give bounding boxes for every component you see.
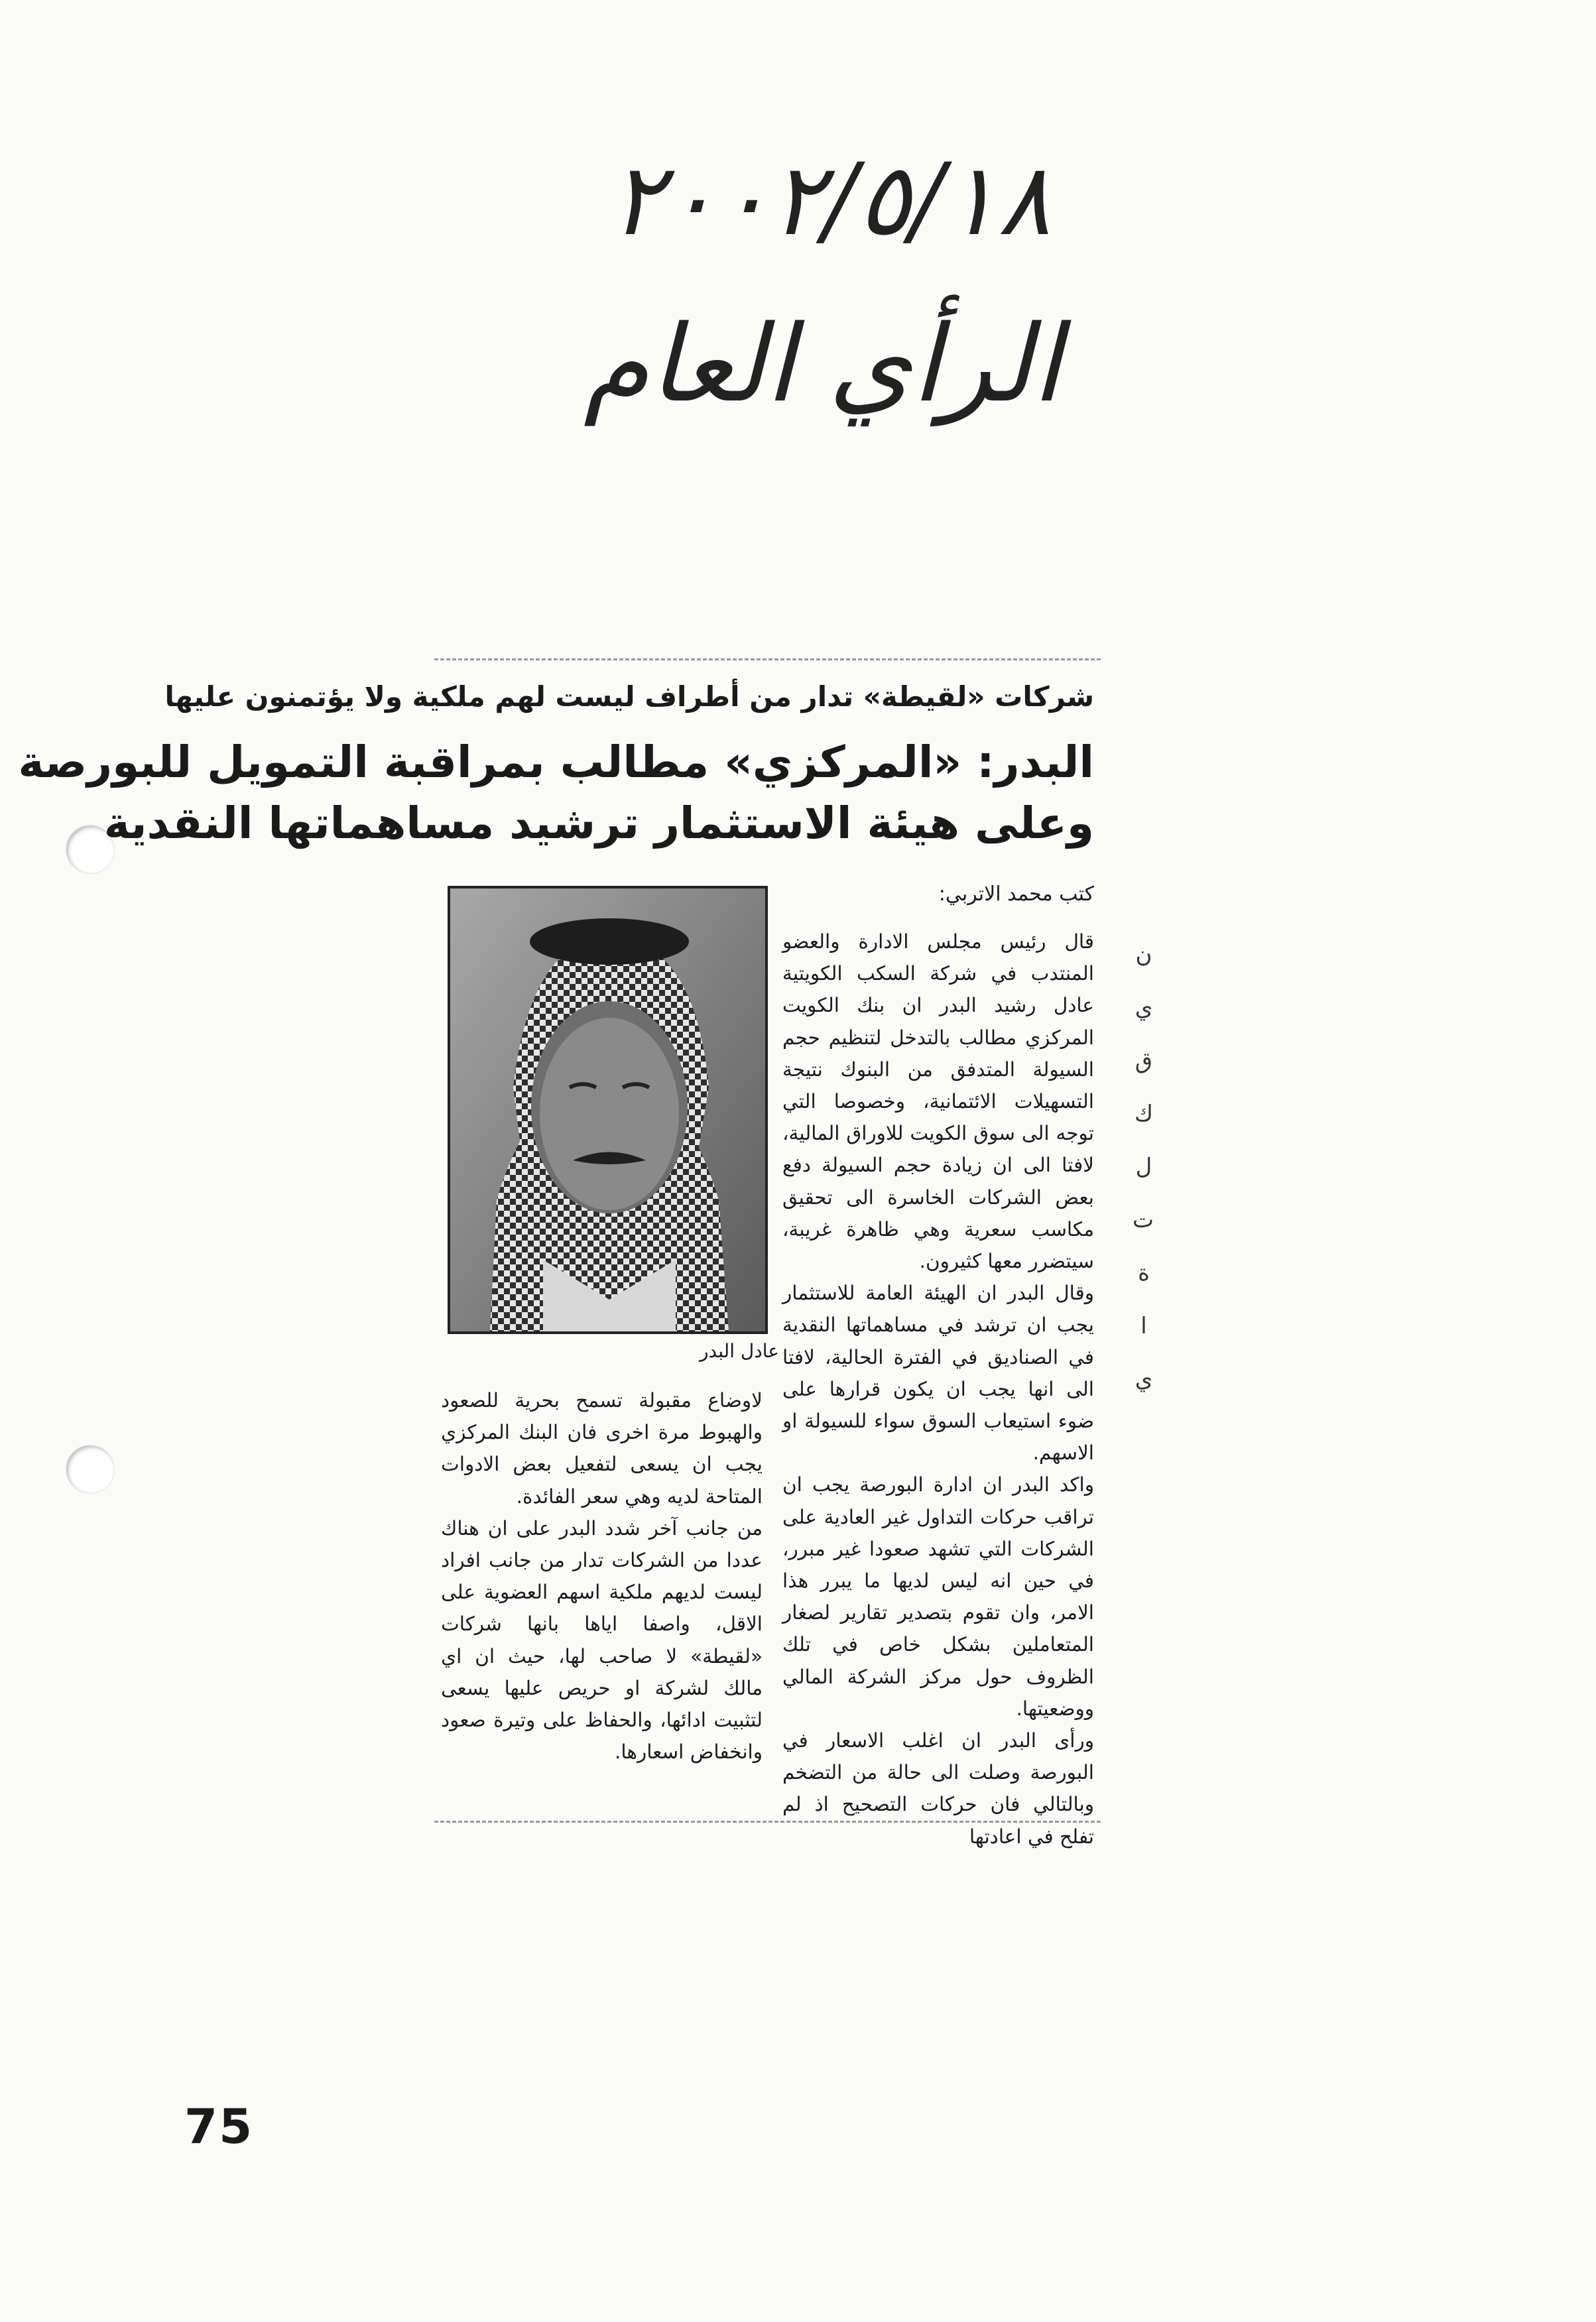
punch-hole-bottom bbox=[66, 1445, 114, 1493]
headline-line-2: وعلى هيئة الاستثمار ترشيد مساهماتها النقدية bbox=[103, 798, 1094, 849]
portrait-photo-graphic bbox=[450, 888, 765, 1331]
fragment-letter: ل bbox=[1135, 1154, 1152, 1180]
newspaper-clipping bbox=[18, 658, 1101, 1848]
portrait-photo bbox=[448, 886, 768, 1334]
byline: كتب محمد الاتربي: bbox=[938, 883, 1094, 906]
adjacent-column-fragments bbox=[1134, 928, 1154, 1406]
paragraph: قال رئيس مجلس الادارة والعضو المنتدب في شركة السكب الكويتية عادل رشيد البدر ان بنك الكويت المركزي مطالب بالتدخل لتنظيم حجم السيولة المتدفق من البنوك نتيجة التسهيلات الائتمانية، وخصوصا التي توجه الى سوق الكويت للاوراق المالية، لافتا الى ان زيادة حجم السيولة دفع بعض الشركات الخاسرة الى تحقيق مكاسب سعرية وهي ظاهرة غريبة، سيتضرر معها كثيرون. bbox=[782, 930, 1094, 1273]
fragment-letter: ق bbox=[1135, 1048, 1153, 1074]
paragraph: من جانب آخر شدد البدر على ان هناك عددا من الشركات تدار من جانب افراد ليست لديهم ملكية اسهم العضوية على الاقل، واصفا اياها بانها شركات «لقيطة» لا صاحب لها، حيث ان اي مالك لشركة او حريص عليها يسعى لتثبيت ادائها، والحفاظ على وتيرة صعود وانخفاض اسعارها. bbox=[441, 1516, 763, 1764]
headline-line-1: البدر: «المركزي» مطالب بمراقبة التمويل للبورصة bbox=[18, 737, 1094, 788]
fragment-letter: ن bbox=[1135, 942, 1152, 968]
article-kicker: شركات «لقيطة» تدار من أطراف ليست لهم ملكية ولا يؤتمنون عليها bbox=[164, 680, 1094, 713]
fragment-letter: ا bbox=[1140, 1313, 1147, 1339]
fragment-letter: ي bbox=[1135, 995, 1153, 1021]
article-column-left bbox=[441, 1384, 763, 1768]
handwritten-date: ٢٠٠٢/٥/١٨ bbox=[610, 143, 1052, 258]
article-column-right bbox=[782, 926, 1094, 1853]
fragment-letter: ة bbox=[1138, 1260, 1150, 1286]
paragraph: ورأى البدر ان اغلب الاسعار في البورصة وصلت الى حالة من التضخم وبالتالي فان حركات التصحيح اذ لم تفلح في اعادتها bbox=[782, 1729, 1094, 1848]
fragment-letter: ك bbox=[1134, 1101, 1154, 1127]
fragment-letter: ت bbox=[1132, 1207, 1154, 1233]
photo-caption: عادل البدر bbox=[700, 1340, 779, 1362]
fragment-letter: ي bbox=[1135, 1366, 1153, 1392]
paragraph: لاوضاع مقبولة تسمح بحرية للصعود والهبوط مرة اخرى فان البنك المركزي يجب ان يسعى لتفعيل بعض الادوات المتاحة لديه وهي سعر الفائدة. bbox=[441, 1389, 763, 1508]
handwritten-source: الرأي العام bbox=[583, 302, 1062, 426]
page-number: 75 bbox=[184, 2099, 254, 2154]
paragraph: واكد البدر ان ادارة البورصة يجب ان تراقب حركات التداول غير العادية على الشركات التي تشهد صعودا غير مبرر، في حين انه ليس لديها ما يبرر هذا الامر، وان تقوم بتصدير تقارير لصغار المتعاملين بشكل خاص في تلك الظروف حول مركز الشركة المالي ووضعيتها. bbox=[782, 1473, 1094, 1720]
paragraph: وقال البدر ان الهيئة العامة للاستثمار يجب ان ترشد في مساهماتها النقدية في الصناديق في الفترة الحالية، لافتا الى انها يجب ان يكون قرارها على ضوء استيعاب السوق سواء للسيولة او الاسهم. bbox=[782, 1282, 1094, 1465]
